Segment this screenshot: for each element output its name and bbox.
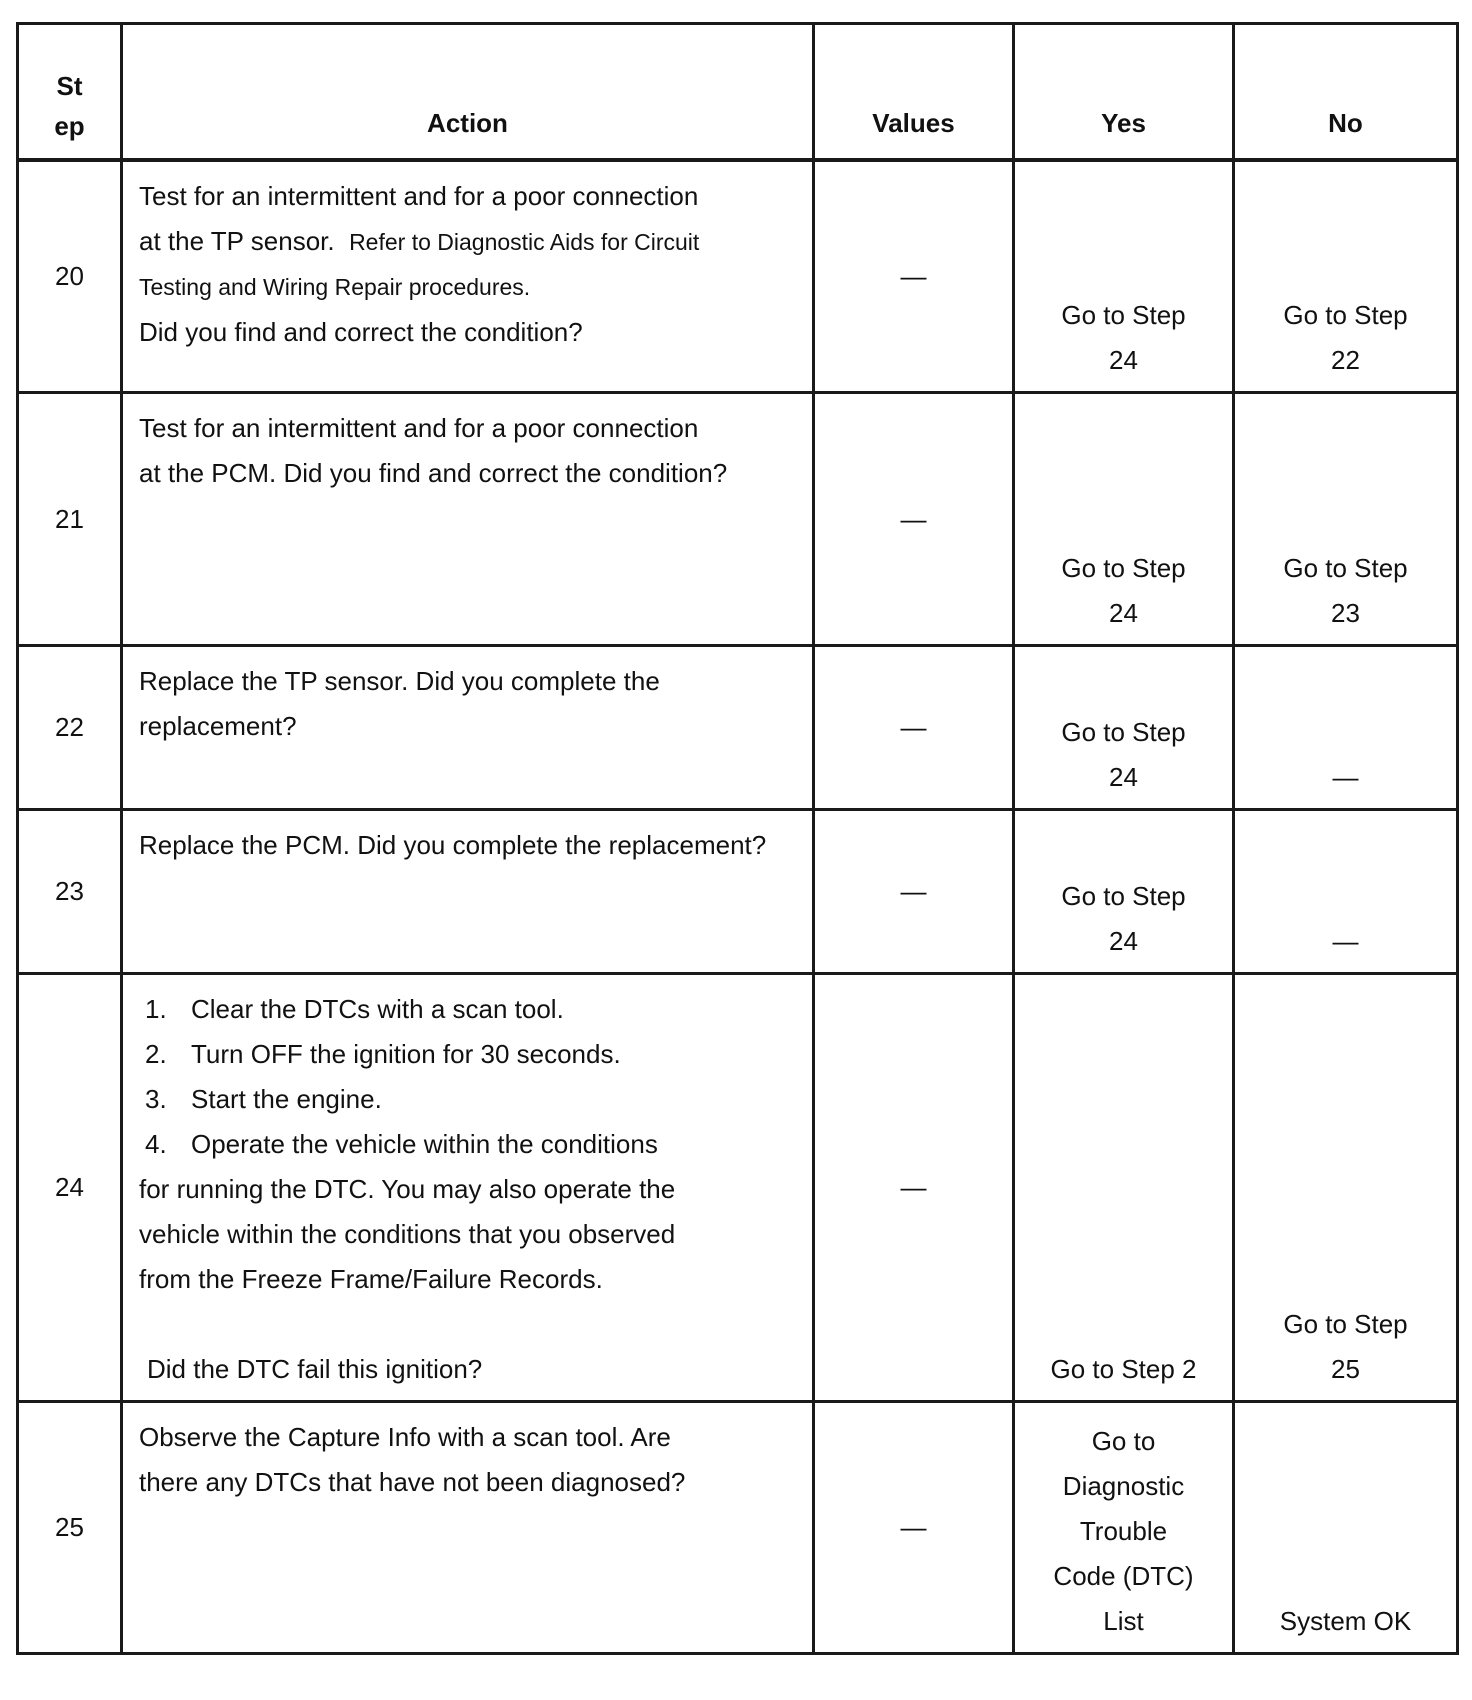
list-item-number: 3. xyxy=(145,1084,167,1114)
action-line: Observe the Capture Info with a scan tool. Are xyxy=(139,1422,671,1452)
table-row-step-20 xyxy=(18,160,1458,393)
yes-go-to-label: List xyxy=(1103,1606,1144,1636)
yes-go-to-label: Go to Step xyxy=(1061,300,1186,330)
values-cell: — xyxy=(814,810,1014,974)
yes-go-to-label: Diagnostic xyxy=(1062,1471,1185,1501)
values-cell: — xyxy=(814,1402,1014,1654)
header-step xyxy=(18,24,122,160)
action-line xyxy=(139,219,804,265)
values-cell: — xyxy=(814,160,1014,393)
action-line: Test for an intermittent and for a poor connection xyxy=(139,180,699,211)
yes-go-to-label: Go to Step xyxy=(1061,553,1186,583)
values-cell: — xyxy=(814,393,1014,646)
list-item-text: Operate the vehicle within the conditions xyxy=(191,1129,658,1159)
table-row-step-25 xyxy=(18,1402,1458,1654)
action-line: replacement? xyxy=(139,711,297,741)
list-item-number: 2. xyxy=(145,1039,167,1069)
yes-step-number: 24 xyxy=(1109,926,1138,956)
no-step-number: 23 xyxy=(1331,598,1360,628)
step-number: 22 xyxy=(18,646,122,810)
list-item-text: Turn OFF the ignition for 30 seconds. xyxy=(191,1039,621,1069)
no-go-to-label: Go to Step xyxy=(1283,553,1408,583)
yes-cell xyxy=(1014,974,1234,1402)
table-row-step-21 xyxy=(18,393,1458,646)
action-list-item xyxy=(139,1077,804,1122)
no-cell xyxy=(1234,393,1458,646)
header-no: No xyxy=(1234,24,1458,160)
no-step-number: 22 xyxy=(1331,345,1360,375)
action-list-item xyxy=(139,1032,804,1077)
diagnostic-table xyxy=(16,22,1459,1655)
action-reference-text: Refer to Diagnostic Aids for Circuit xyxy=(349,228,700,255)
no-cell: System OK xyxy=(1234,1402,1458,1654)
yes-step-number: 24 xyxy=(1109,762,1138,792)
header-values: Values xyxy=(814,24,1014,160)
step-number: 25 xyxy=(18,1402,122,1654)
no-cell xyxy=(1234,160,1458,393)
action-line: at the PCM. Did you find and correct the condition? xyxy=(139,458,728,488)
yes-cell xyxy=(1014,646,1234,810)
action-line: for running the DTC. You may also operate the xyxy=(139,1174,676,1204)
action-list-item xyxy=(139,1122,804,1167)
action-line: there any DTCs that have not been diagnosed? xyxy=(139,1467,686,1497)
action-cell xyxy=(122,160,814,393)
action-cell xyxy=(122,1402,814,1654)
yes-go-to-label: Go to xyxy=(1091,1426,1156,1456)
no-go-to-label: Go to Step xyxy=(1283,300,1408,330)
action-question: Did you find and correct the condition? xyxy=(139,316,583,347)
header-row xyxy=(18,24,1458,160)
step-number: 23 xyxy=(18,810,122,974)
yes-go-to-label: Go to Step xyxy=(1061,881,1186,911)
no-cell: — xyxy=(1234,810,1458,974)
yes-go-to-label: Go to Step xyxy=(1061,717,1186,747)
yes-step-number: 24 xyxy=(1109,598,1138,628)
step-number: 24 xyxy=(18,974,122,1402)
action-list-item xyxy=(139,987,804,1032)
action-line: from the Freeze Frame/Failure Records. xyxy=(139,1264,603,1294)
no-step-number: 25 xyxy=(1331,1354,1360,1384)
list-item-text: Start the engine. xyxy=(191,1084,382,1114)
yes-cell xyxy=(1014,393,1234,646)
action-line: Replace the TP sensor. Did you complete the xyxy=(139,666,660,696)
yes-go-to-label: Trouble xyxy=(1079,1516,1168,1546)
header-action: Action xyxy=(122,24,814,160)
header-step-line2: ep xyxy=(54,110,85,141)
action-reference-line: Testing and Wiring Repair procedures. xyxy=(139,273,531,300)
action-cell xyxy=(122,646,814,810)
values-cell: — xyxy=(814,974,1014,1402)
action-question: Did the DTC fail this ignition? xyxy=(147,1354,483,1384)
no-cell: — xyxy=(1234,646,1458,810)
list-item-text: Clear the DTCs with a scan tool. xyxy=(191,994,564,1024)
yes-go-to-label: Go to Step 2 xyxy=(1050,1354,1197,1384)
table-row-step-23 xyxy=(18,810,1458,974)
step-number: 20 xyxy=(18,160,122,393)
yes-go-to-label: Code (DTC) xyxy=(1053,1561,1194,1591)
action-cell xyxy=(122,974,814,1402)
step-number: 21 xyxy=(18,393,122,646)
yes-step-number: 24 xyxy=(1109,345,1138,375)
header-step-line1: St xyxy=(56,70,83,101)
list-item-number: 4. xyxy=(145,1129,167,1159)
table-row-step-24 xyxy=(18,974,1458,1402)
action-cell xyxy=(122,393,814,646)
yes-cell xyxy=(1014,810,1234,974)
values-cell: — xyxy=(814,646,1014,810)
action-line: Test for an intermittent and for a poor connection xyxy=(139,413,699,443)
action-text: at the TP sensor. xyxy=(139,225,335,256)
yes-cell xyxy=(1014,160,1234,393)
list-item-number: 1. xyxy=(145,994,167,1024)
table-row-step-22 xyxy=(18,646,1458,810)
action-line: vehicle within the conditions that you observed xyxy=(139,1219,676,1249)
no-cell xyxy=(1234,974,1458,1402)
action-spacer xyxy=(139,1302,804,1347)
no-go-to-label: Go to Step xyxy=(1283,1309,1408,1339)
header-yes: Yes xyxy=(1014,24,1234,160)
yes-cell xyxy=(1014,1402,1234,1654)
action-line: Replace the PCM. Did you complete the replacement? xyxy=(139,830,767,860)
action-cell xyxy=(122,810,814,974)
